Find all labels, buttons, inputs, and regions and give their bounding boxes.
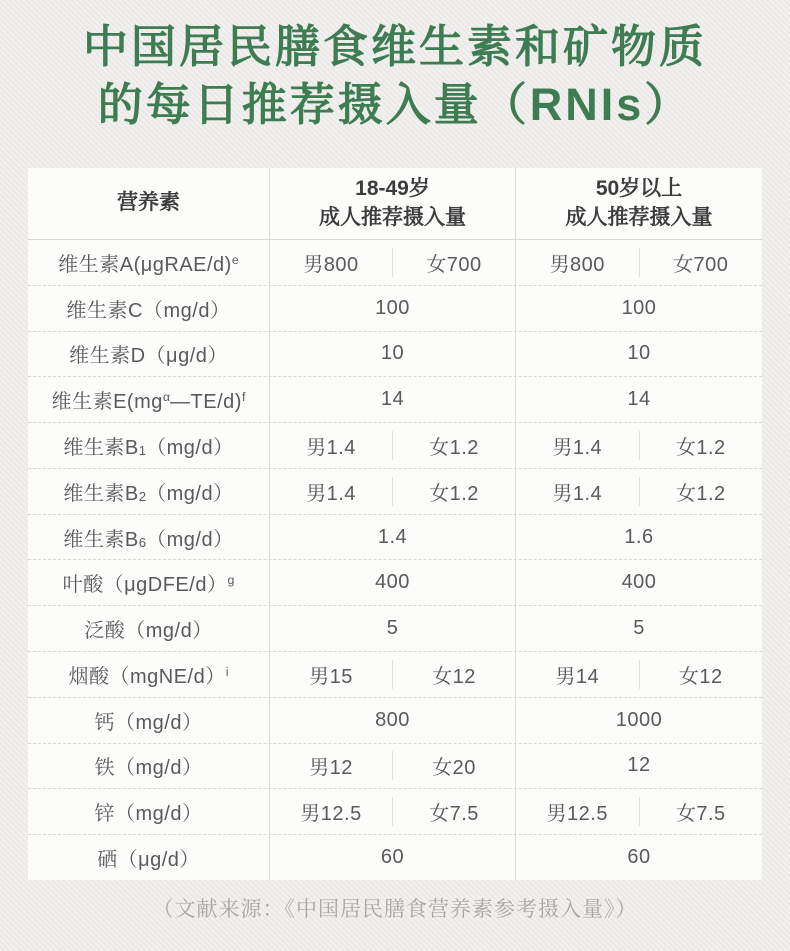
female-value: 女1.2 bbox=[639, 431, 763, 460]
table-row bbox=[28, 332, 762, 378]
male-value: 男1.4 bbox=[306, 482, 356, 505]
title-line-2: 的每日推荐摄入量（RNIs） bbox=[97, 78, 693, 130]
male-value: 男1.4 bbox=[552, 437, 603, 460]
male-value: 男14 bbox=[555, 665, 600, 688]
table-row bbox=[28, 560, 762, 606]
table-header-row bbox=[28, 168, 762, 240]
nutrient-label: 维生素$B_2(mg/d)$ bbox=[28, 469, 270, 514]
header-nutrient: 营养素 bbox=[28, 168, 270, 239]
table-row bbox=[28, 744, 762, 790]
table-row bbox=[28, 698, 762, 744]
header-50-plus bbox=[516, 168, 762, 239]
table-row bbox=[28, 423, 762, 469]
header-18-49-age: 18-49岁 bbox=[355, 177, 430, 201]
value-cell: 100 bbox=[621, 296, 657, 319]
table-row bbox=[28, 789, 762, 835]
value-cell-split bbox=[516, 423, 762, 468]
female-value: 女7.5 bbox=[639, 797, 763, 826]
value-cell: 800 bbox=[270, 698, 516, 743]
rni-table bbox=[28, 168, 762, 880]
value-cell: 1.6 bbox=[624, 525, 654, 548]
value-cell-split bbox=[270, 469, 516, 514]
table-row bbox=[28, 835, 762, 880]
table-row bbox=[28, 469, 762, 515]
nutrient-label: 维生素$B_6(mg/d)$ bbox=[28, 515, 270, 560]
value-cell-split bbox=[270, 240, 516, 285]
nutrient-label: 叶酸（μgDFE/d）$^g$ bbox=[28, 560, 270, 605]
value-cell: 400 bbox=[270, 560, 516, 605]
value-cell-split bbox=[516, 789, 762, 834]
page-title bbox=[0, 0, 790, 133]
value-cell-split bbox=[516, 240, 762, 285]
value-cell: 5 bbox=[633, 617, 645, 640]
female-value: 女12 bbox=[392, 660, 515, 689]
table-row bbox=[28, 652, 762, 698]
table-row bbox=[28, 515, 762, 561]
nutrient-label: 铁（mg/d） bbox=[28, 744, 270, 789]
female-value: 女1.2 bbox=[639, 477, 763, 506]
value-cell: 10 bbox=[627, 342, 651, 365]
value-cell-split bbox=[270, 744, 516, 789]
nutrient-label: 维生素C（mg/d） bbox=[28, 286, 270, 331]
header-18-49-sub: 成人推荐摄入量 bbox=[319, 205, 466, 229]
male-value: 男800 bbox=[303, 253, 359, 276]
value-cell: 1.4 bbox=[270, 515, 516, 560]
male-value: 男1.4 bbox=[306, 437, 356, 460]
table-row bbox=[28, 377, 762, 423]
male-value: 男12.5 bbox=[300, 803, 362, 826]
nutrient-label: 泛酸（mg/d） bbox=[28, 606, 270, 651]
value-cell: 400 bbox=[621, 571, 657, 594]
male-value: 男12 bbox=[309, 757, 353, 780]
value-cell: 1000 bbox=[615, 708, 663, 731]
nutrient-label: 锌（mg/d） bbox=[28, 789, 270, 834]
value-cell: 14 bbox=[627, 388, 651, 411]
value-cell-split bbox=[270, 423, 516, 468]
nutrient-label: 维生素A(μgRAE/d)$^e$ bbox=[28, 240, 270, 285]
nutrient-label: 钙（mg/d） bbox=[28, 698, 270, 743]
value-cell: 100 bbox=[270, 286, 516, 331]
table-row bbox=[28, 286, 762, 332]
header-50-plus-sub: 成人推荐摄入量 bbox=[565, 205, 713, 229]
title-line-1: 中国居民膳食维生素和矿物质 bbox=[82, 21, 707, 72]
female-value: 女700 bbox=[639, 248, 763, 277]
female-value: 女12 bbox=[639, 660, 763, 689]
nutrient-label: 维生素D（μg/d） bbox=[28, 332, 270, 377]
table-row bbox=[28, 240, 762, 286]
source-note: （文献来源：《中国居民膳食营养素参考摄入量》） bbox=[152, 898, 638, 921]
value-cell: 60 bbox=[270, 835, 516, 880]
value-cell: 5 bbox=[270, 606, 516, 651]
female-value: 女1.2 bbox=[392, 477, 515, 506]
nutrient-label: 维生素$E(mg^\alpha—TE/d)^f$ bbox=[28, 377, 270, 422]
nutrient-label: 维生素$B_1(mg/d)$ bbox=[28, 423, 270, 468]
value-cell: 10 bbox=[270, 332, 516, 377]
female-value: 女1.2 bbox=[392, 431, 515, 460]
male-value: 男12.5 bbox=[546, 803, 608, 826]
table-row bbox=[28, 606, 762, 652]
male-value: 男1.4 bbox=[552, 482, 603, 505]
female-value: 女20 bbox=[392, 751, 515, 780]
header-50-plus-age: 50岁以上 bbox=[595, 177, 683, 201]
male-value: 男15 bbox=[309, 665, 353, 688]
nutrient-label: 硒（μg/d） bbox=[28, 835, 270, 880]
value-cell: 12 bbox=[627, 754, 651, 777]
female-value: 女700 bbox=[392, 248, 515, 277]
value-cell-split bbox=[270, 652, 516, 697]
value-cell-split bbox=[270, 789, 516, 834]
header-18-49 bbox=[270, 168, 516, 239]
nutrient-label: 烟酸（mgNE/d）$^i$ bbox=[28, 652, 270, 697]
value-cell-split bbox=[516, 652, 762, 697]
value-cell-split bbox=[516, 469, 762, 514]
value-cell: 60 bbox=[627, 846, 651, 869]
value-cell: 14 bbox=[270, 377, 516, 422]
male-value: 男800 bbox=[549, 253, 605, 276]
female-value: 女7.5 bbox=[392, 797, 515, 826]
table-body bbox=[28, 240, 762, 880]
